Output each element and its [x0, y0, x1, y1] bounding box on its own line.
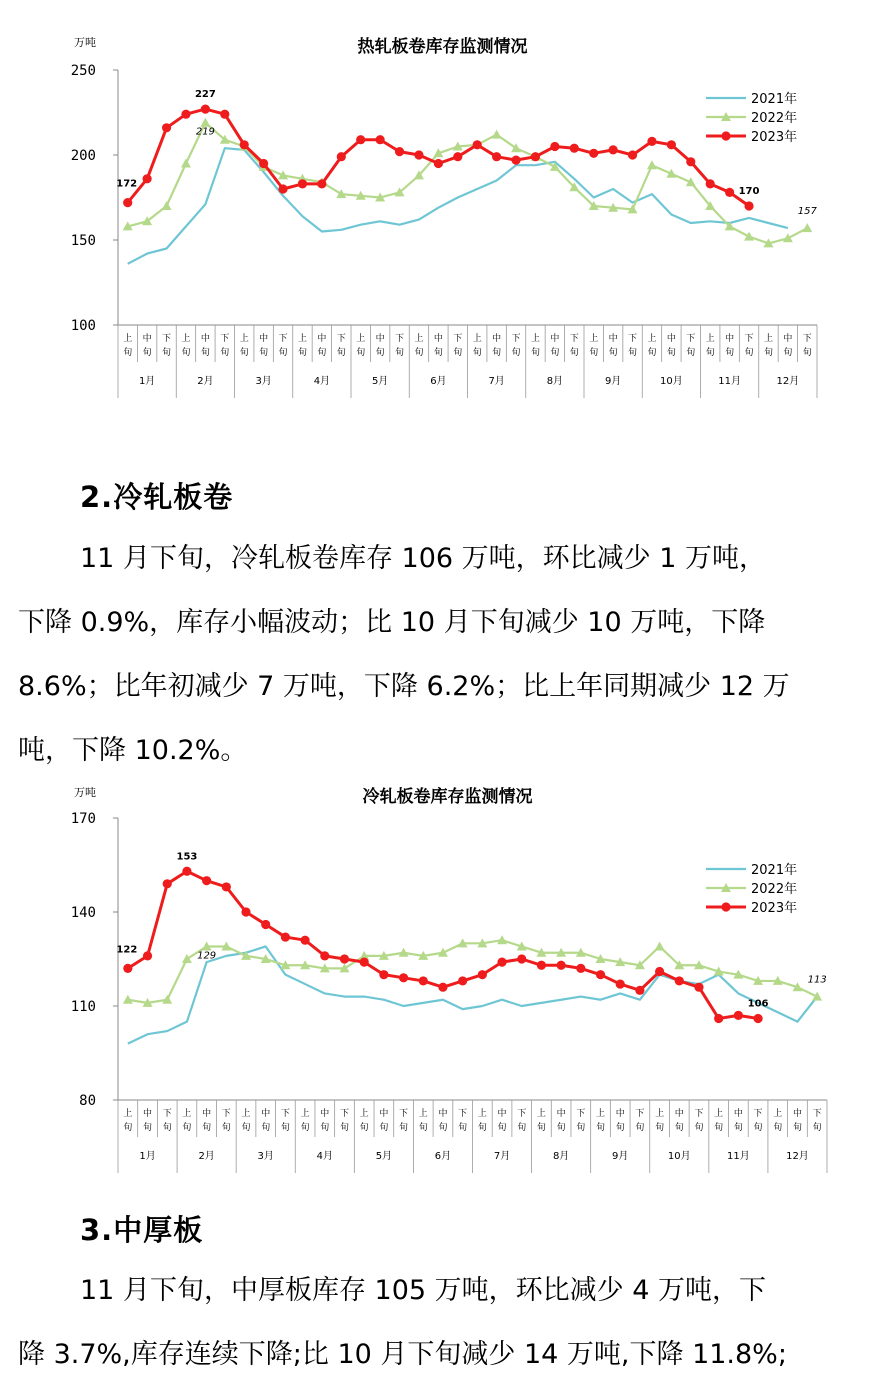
x-tick-label-2: 旬	[162, 348, 172, 358]
data-point	[492, 130, 502, 139]
x-tick-label: 下	[694, 1109, 704, 1119]
data-label: 106	[747, 998, 769, 1010]
x-tick-label-2: 旬	[497, 1123, 507, 1133]
x-tick-label-2: 旬	[763, 348, 773, 358]
x-tick-label: 下	[458, 1109, 468, 1119]
cold-rolled-paragraph	[18, 527, 870, 783]
x-tick-label: 下	[628, 334, 638, 344]
x-tick-label-2: 旬	[320, 1123, 330, 1133]
data-label: 153	[176, 851, 198, 863]
series-line-2021年	[128, 946, 817, 1043]
data-point	[537, 961, 546, 970]
data-point	[414, 150, 423, 159]
month-label: 7月	[488, 376, 505, 387]
data-point	[278, 184, 287, 193]
data-point	[300, 936, 309, 945]
x-tick-label-2: 旬	[589, 348, 599, 358]
x-tick-label: 中	[725, 334, 735, 344]
month-label: 2月	[198, 1151, 215, 1162]
y-tick-label: 110	[70, 999, 96, 1015]
data-point	[589, 149, 598, 158]
y-tick-label: 150	[70, 233, 96, 249]
month-label: 4月	[316, 1151, 333, 1162]
data-point	[744, 232, 754, 241]
x-tick-label-2: 旬	[339, 1123, 349, 1133]
x-tick-label: 中	[608, 334, 618, 344]
cold-rolled-chart-svg	[0, 775, 887, 1185]
data-label: 172	[116, 178, 138, 190]
x-tick-label: 下	[280, 1109, 290, 1119]
series-line-2023年	[128, 871, 758, 1018]
month-label: 4月	[313, 376, 331, 387]
x-tick-label: 上	[359, 1109, 369, 1119]
data-point	[473, 140, 482, 149]
x-tick-label: 中	[202, 1109, 212, 1119]
data-point	[320, 951, 329, 960]
x-tick-label-2: 旬	[536, 1123, 546, 1133]
x-tick-label-2: 旬	[458, 1123, 468, 1133]
x-tick-label: 中	[674, 1109, 684, 1119]
x-tick-label: 中	[259, 334, 269, 344]
x-tick-label: 下	[635, 1109, 645, 1119]
data-point	[725, 188, 734, 197]
x-tick-label-2: 旬	[297, 348, 307, 358]
month-label: 12月	[776, 376, 800, 387]
month-label: 5月	[371, 376, 389, 387]
x-tick-label-2: 旬	[123, 348, 133, 358]
x-tick-label: 上	[472, 334, 482, 344]
month-label: 5月	[375, 1151, 393, 1162]
data-point	[783, 233, 793, 242]
data-point	[576, 964, 585, 973]
month-label: 1月	[138, 376, 156, 387]
data-point	[220, 110, 229, 119]
x-tick-label-2: 旬	[220, 348, 230, 358]
x-tick-label: 中	[317, 334, 327, 344]
x-tick-label-2: 旬	[635, 1123, 645, 1133]
x-tick-label: 中	[433, 334, 443, 344]
x-tick-label: 上	[655, 1109, 665, 1119]
x-tick-label: 中	[497, 1109, 507, 1119]
x-tick-label-2: 旬	[379, 1123, 389, 1133]
data-point	[356, 135, 365, 144]
data-point	[655, 941, 665, 950]
x-tick-label: 上	[356, 334, 366, 344]
data-point	[281, 932, 290, 941]
x-tick-label-2: 旬	[596, 1123, 606, 1133]
x-tick-label-2: 旬	[359, 1123, 369, 1133]
month-label: 8月	[552, 1151, 570, 1162]
month-label: 10月	[667, 1151, 691, 1162]
x-tick-label: 下	[221, 1109, 231, 1119]
data-point	[734, 1011, 743, 1020]
x-tick-label-2: 旬	[414, 348, 424, 358]
x-tick-label: 上	[589, 334, 599, 344]
x-tick-label: 上	[530, 334, 540, 344]
x-tick-label: 中	[143, 1109, 153, 1119]
data-point	[162, 201, 172, 210]
data-point	[511, 156, 520, 165]
x-tick-label: 下	[753, 1109, 763, 1119]
x-tick-label-2: 旬	[182, 1123, 192, 1133]
paragraph-line: 降 3.7%,库存连续下降;比 10 月下旬减少 14 万吨,下降 11.8%;	[18, 1339, 787, 1370]
x-tick-label: 中	[733, 1109, 743, 1119]
x-tick-label-2: 旬	[753, 1123, 763, 1133]
legend-label: 2023年	[751, 901, 798, 916]
x-tick-label-2: 旬	[317, 348, 327, 358]
x-tick-label-2: 旬	[733, 1123, 743, 1133]
data-point	[517, 954, 526, 963]
x-tick-label-2: 旬	[162, 1123, 172, 1133]
x-tick-label: 下	[812, 1109, 822, 1119]
x-tick-label: 下	[686, 334, 696, 344]
section-heading-cold-rolled: 2.冷轧板卷	[80, 480, 234, 514]
data-point	[337, 152, 346, 161]
x-tick-label: 下	[576, 1109, 586, 1119]
x-tick-label: 下	[395, 334, 405, 344]
x-tick-label: 下	[278, 334, 288, 344]
x-tick-label-2: 旬	[569, 348, 579, 358]
data-point	[143, 174, 152, 183]
data-point	[570, 144, 579, 153]
data-point	[162, 123, 171, 132]
x-tick-label: 下	[517, 1109, 527, 1119]
x-tick-label-2: 旬	[221, 1123, 231, 1133]
x-tick-label: 中	[615, 1109, 625, 1119]
x-tick-label: 下	[339, 1109, 349, 1119]
chart-title: 冷轧板卷库存监测情况	[362, 787, 533, 807]
x-tick-label-2: 旬	[418, 1123, 428, 1133]
data-point	[202, 876, 211, 885]
x-tick-label-2: 旬	[550, 348, 560, 358]
x-tick-label: 上	[647, 334, 657, 344]
data-point	[686, 157, 695, 166]
month-label: 11月	[727, 1151, 750, 1162]
series-line-2022年	[128, 123, 808, 244]
data-point	[438, 983, 447, 992]
month-label: 3月	[257, 1151, 274, 1162]
data-point	[241, 907, 250, 916]
x-tick-label: 上	[182, 1109, 192, 1119]
x-tick-label-2: 旬	[517, 1123, 527, 1133]
data-label: 170	[738, 186, 760, 197]
data-point	[802, 223, 812, 232]
data-point	[360, 958, 369, 967]
data-point	[434, 159, 443, 168]
data-point	[596, 970, 605, 979]
legend-label: 2023年	[751, 130, 798, 145]
x-tick-label: 中	[200, 334, 210, 344]
legend-marker	[721, 131, 730, 140]
y-tick-label: 250	[70, 63, 96, 79]
x-tick-label: 中	[438, 1109, 448, 1119]
data-point	[340, 954, 349, 963]
data-point	[744, 201, 753, 210]
data-point	[317, 179, 326, 188]
x-tick-label: 下	[569, 334, 579, 344]
x-tick-label-2: 旬	[239, 348, 249, 358]
x-tick-label-2: 旬	[783, 348, 793, 358]
data-point	[497, 958, 506, 967]
x-tick-label: 上	[181, 334, 191, 344]
x-tick-label-2: 旬	[438, 1123, 448, 1133]
x-tick-label: 上	[300, 1109, 310, 1119]
data-point	[667, 140, 676, 149]
x-tick-label-2: 旬	[280, 1123, 290, 1133]
data-point	[298, 179, 307, 188]
x-tick-label: 下	[162, 1109, 172, 1119]
x-tick-label-2: 旬	[433, 348, 443, 358]
paragraph-line: 吨，下降 10.2%。	[18, 735, 248, 766]
x-tick-label: 上	[414, 334, 424, 344]
x-tick-label-2: 旬	[802, 348, 812, 358]
month-label: 8月	[546, 376, 564, 387]
data-point	[182, 867, 191, 876]
x-tick-label: 上	[241, 1109, 251, 1119]
data-point	[609, 145, 618, 154]
data-point	[399, 973, 408, 982]
x-tick-label: 中	[556, 1109, 566, 1119]
data-label: 157	[797, 206, 817, 218]
y-tick-label: 170	[70, 811, 96, 827]
x-tick-label: 下	[511, 334, 521, 344]
x-tick-label-2: 旬	[725, 348, 735, 358]
x-tick-label-2: 旬	[576, 1123, 586, 1133]
month-label: 7月	[493, 1151, 511, 1162]
x-tick-label: 中	[792, 1109, 802, 1119]
x-tick-label: 下	[744, 334, 754, 344]
x-tick-label-2: 旬	[142, 348, 152, 358]
x-tick-label-2: 旬	[647, 348, 657, 358]
paragraph-line: 下降 0.9%，库存小幅波动；比 10 月下旬减少 10 万吨，下降	[18, 607, 766, 638]
legend-label: 2022年	[751, 111, 798, 126]
x-tick-label: 上	[123, 1109, 133, 1119]
month-label: 1月	[139, 1151, 156, 1162]
x-tick-label-2: 旬	[300, 1123, 310, 1133]
x-tick-label: 中	[550, 334, 560, 344]
data-point	[123, 964, 132, 973]
x-tick-label: 上	[714, 1109, 724, 1119]
data-point	[453, 152, 462, 161]
paragraph-line: 8.6%；比年初减少 7 万吨，下降 6.2%；比上年同期减少 12 万	[18, 671, 790, 702]
x-tick-label: 中	[666, 334, 676, 344]
x-tick-label-2: 旬	[714, 1123, 724, 1133]
x-tick-label-2: 旬	[686, 348, 696, 358]
data-point	[458, 976, 467, 985]
data-point	[181, 110, 190, 119]
x-tick-label-2: 旬	[261, 1123, 271, 1133]
data-point	[694, 983, 703, 992]
x-tick-label: 上	[239, 334, 249, 344]
data-point	[376, 135, 385, 144]
x-tick-label-2: 旬	[259, 348, 269, 358]
x-tick-label: 中	[142, 334, 152, 344]
hot-rolled-chart	[0, 0, 887, 410]
x-tick-label-2: 旬	[556, 1123, 566, 1133]
x-tick-label: 下	[453, 334, 463, 344]
x-tick-label: 中	[261, 1109, 271, 1119]
month-label: 12月	[786, 1151, 809, 1162]
x-tick-label-2: 旬	[202, 1123, 212, 1133]
data-point	[550, 142, 559, 151]
data-point	[635, 986, 644, 995]
x-tick-label-2: 旬	[241, 1123, 251, 1133]
data-point	[753, 1014, 762, 1023]
data-point	[395, 147, 404, 156]
x-tick-label-2: 旬	[615, 1123, 625, 1133]
data-label: 227	[194, 89, 216, 101]
hot-rolled-chart-svg	[0, 0, 887, 410]
series-line-2022年	[128, 940, 817, 1003]
x-tick-label: 下	[802, 334, 812, 344]
x-tick-label: 上	[763, 334, 773, 344]
data-point	[222, 882, 231, 891]
x-tick-label-2: 旬	[375, 348, 385, 358]
data-point	[201, 105, 210, 114]
month-label: 3月	[255, 376, 272, 387]
data-point	[531, 152, 540, 161]
x-tick-label-2: 旬	[608, 348, 618, 358]
month-label: 6月	[434, 1151, 452, 1162]
x-tick-label-2: 旬	[395, 348, 405, 358]
x-tick-label-2: 旬	[694, 1123, 704, 1133]
x-tick-label-2: 旬	[278, 348, 288, 358]
x-tick-label-2: 旬	[477, 1123, 487, 1133]
y-tick-label: 80	[79, 1093, 96, 1109]
x-tick-label: 中	[379, 1109, 389, 1119]
data-point	[492, 152, 501, 161]
data-point	[628, 150, 637, 159]
x-tick-label: 上	[705, 334, 715, 344]
data-point	[647, 137, 656, 146]
month-label: 6月	[430, 376, 447, 387]
legend-label: 2021年	[751, 863, 798, 878]
legend-marker	[721, 902, 730, 911]
data-label: 219	[195, 126, 215, 138]
x-tick-label-2: 旬	[674, 1123, 684, 1133]
paragraph-line: 11 月下旬，冷轧板卷库存 106 万吨，环比减少 1 万吨，	[80, 543, 766, 574]
chart-title: 热轧板卷库存监测情况	[357, 37, 528, 57]
data-point	[616, 979, 625, 988]
x-tick-label-2: 旬	[181, 348, 191, 358]
x-tick-label: 上	[418, 1109, 428, 1119]
x-tick-label: 上	[123, 334, 133, 344]
data-point	[714, 1014, 723, 1023]
x-tick-label-2: 旬	[472, 348, 482, 358]
x-tick-label-2: 旬	[705, 348, 715, 358]
x-tick-label-2: 旬	[123, 1123, 133, 1133]
medium-plate-paragraph	[18, 1259, 870, 1387]
x-tick-label-2: 旬	[744, 348, 754, 358]
data-label: 122	[116, 944, 138, 956]
month-label: 2月	[197, 376, 214, 387]
x-tick-label: 上	[596, 1109, 606, 1119]
x-tick-label: 中	[320, 1109, 330, 1119]
y-axis-unit: 万吨	[74, 786, 96, 799]
x-tick-label: 中	[783, 334, 793, 344]
x-tick-label-2: 旬	[530, 348, 540, 358]
x-tick-label: 中	[375, 334, 385, 344]
x-tick-label-2: 旬	[511, 348, 521, 358]
x-tick-label: 上	[536, 1109, 546, 1119]
data-label: 113	[807, 974, 827, 986]
x-tick-label: 下	[399, 1109, 409, 1119]
paragraph-line: 11 月下旬，中厚板库存 105 万吨，环比减少 4 万吨，下	[80, 1275, 766, 1306]
x-tick-label: 上	[773, 1109, 783, 1119]
x-tick-label-2: 旬	[655, 1123, 665, 1133]
data-point	[647, 160, 657, 169]
x-tick-label: 上	[297, 334, 307, 344]
x-tick-label-2: 旬	[492, 348, 502, 358]
data-point	[655, 967, 664, 976]
data-point	[478, 970, 487, 979]
data-point	[557, 961, 566, 970]
data-point	[379, 970, 388, 979]
x-tick-label-2: 旬	[773, 1123, 783, 1133]
x-tick-label-2: 旬	[399, 1123, 409, 1133]
section-heading-medium-plate: 3.中厚板	[80, 1213, 204, 1247]
month-label: 9月	[612, 1151, 629, 1162]
x-tick-label-2: 旬	[200, 348, 210, 358]
x-tick-label: 中	[492, 334, 502, 344]
data-point	[675, 976, 684, 985]
data-point	[143, 951, 152, 960]
data-point	[706, 179, 715, 188]
x-tick-label-2: 旬	[143, 1123, 153, 1133]
x-tick-label: 上	[477, 1109, 487, 1119]
y-axis-unit: 万吨	[74, 36, 96, 49]
data-point	[259, 159, 268, 168]
data-point	[200, 118, 210, 127]
data-point	[163, 879, 172, 888]
month-label: 11月	[718, 376, 741, 387]
x-tick-label: 下	[220, 334, 230, 344]
data-point	[419, 976, 428, 985]
data-point	[181, 159, 191, 168]
x-tick-label-2: 旬	[453, 348, 463, 358]
x-tick-label-2: 旬	[812, 1123, 822, 1133]
x-tick-label-2: 旬	[628, 348, 638, 358]
cold-rolled-chart	[0, 775, 887, 1185]
x-tick-label-2: 旬	[336, 348, 346, 358]
x-tick-label-2: 旬	[666, 348, 676, 358]
data-point	[123, 198, 132, 207]
x-tick-label-2: 旬	[792, 1123, 802, 1133]
data-point	[182, 954, 192, 963]
x-tick-label: 下	[162, 334, 172, 344]
y-tick-label: 100	[70, 318, 96, 334]
legend-label: 2021年	[751, 92, 798, 107]
month-label: 10月	[660, 376, 683, 387]
x-tick-label: 下	[336, 334, 346, 344]
data-point	[240, 140, 249, 149]
y-tick-label: 200	[70, 148, 96, 164]
data-label: 129	[197, 950, 217, 962]
data-point	[261, 920, 270, 929]
y-tick-label: 140	[70, 905, 96, 921]
month-label: 9月	[604, 376, 622, 387]
legend-label: 2022年	[751, 882, 798, 897]
x-tick-label-2: 旬	[356, 348, 366, 358]
